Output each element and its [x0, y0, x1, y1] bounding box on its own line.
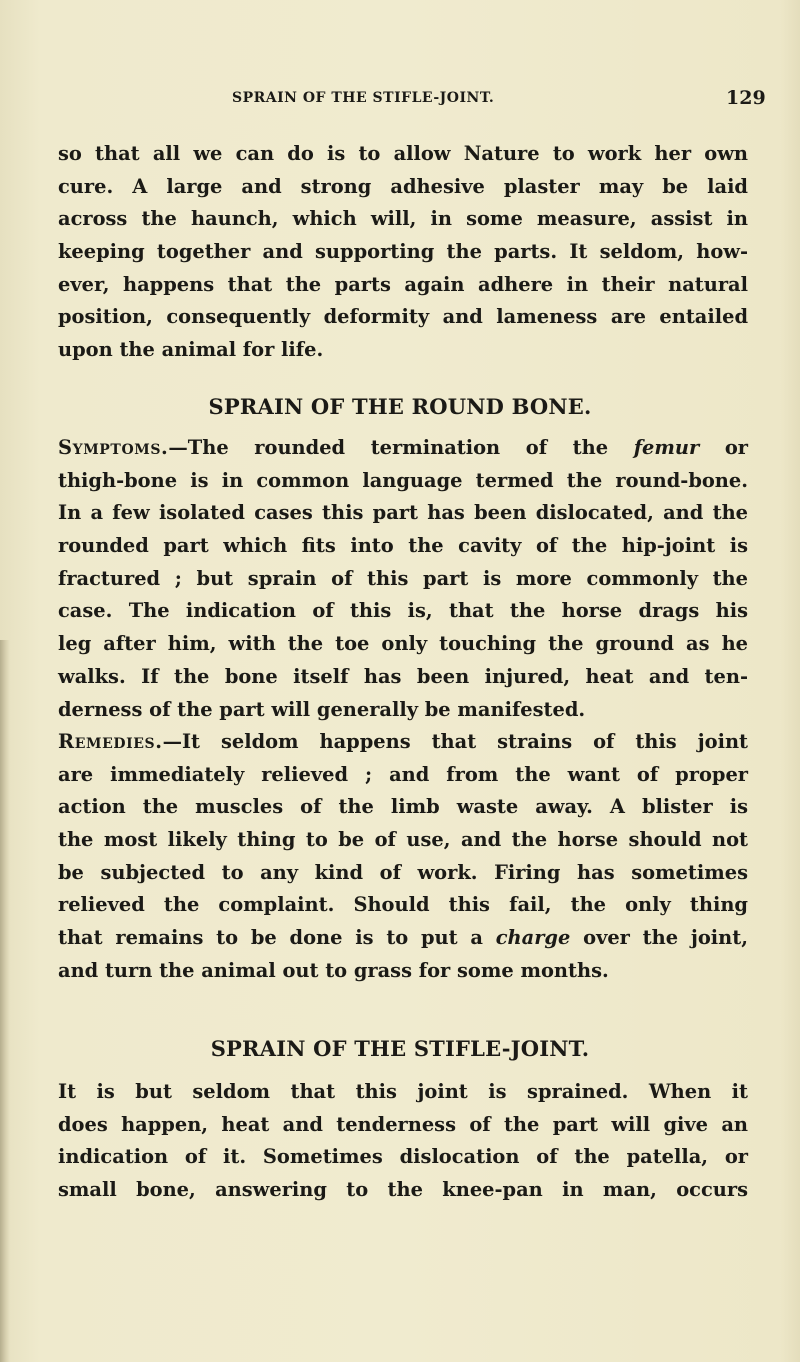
text-line: Symptoms.—The rounded termination of the femur or	[58, 436, 748, 459]
running-head	[0, 87, 800, 112]
text-line: relieved the complaint. Should this fail, the only thing	[58, 893, 748, 917]
section-heading-round-bone: SPRAIN OF THE ROUND BONE.	[208, 394, 592, 419]
text-line: the most likely thing to be of use, and the horse should not	[58, 828, 748, 852]
text-line: Remedies.—It seldom happens that strains of this joint	[58, 730, 748, 753]
text-line: does happen, heat and tenderness of the part will give an	[58, 1112, 748, 1136]
text-line: fractured ; but sprain of this part is more commonly the	[58, 566, 748, 590]
text-line: and turn the animal out to grass for some months.	[58, 958, 609, 982]
text-line: that remains to be done is to put a charge over the joint,	[58, 926, 748, 950]
symptoms-label: Symptoms.	[58, 436, 169, 459]
text-line: leg after him, with the toe only touching the ground as he	[58, 632, 748, 656]
text-line: case. The indication of this is, that the horse drags his	[58, 599, 748, 623]
emphasis-charge: charge	[495, 926, 571, 950]
emphasis-femur: femur	[633, 436, 700, 459]
text-line: walks. If the bone itself has been injured, heat and ten-	[58, 664, 748, 688]
text-line: position, consequently deformity and lameness are entailed	[58, 305, 748, 329]
text-line: ever, happens that the parts again adhere in their natural	[58, 272, 748, 296]
page-gutter-shadow	[0, 640, 10, 1362]
text-line: It is but seldom that this joint is sprained. When it	[58, 1080, 748, 1103]
text-line: keeping together and supporting the parts. It seldom, how-	[58, 240, 748, 264]
continuation-paragraph	[58, 138, 748, 367]
text-line: so that all we can do is to allow Nature to work her own	[58, 142, 748, 165]
remedies-label: Remedies.	[58, 730, 163, 753]
running-title: SPRAIN OF THE STIFLE-JOINT.	[232, 90, 495, 106]
text-line: are immediately relieved ; and from the want of proper	[58, 762, 748, 786]
text-line: In a few isolated cases this part has been dislocated, and the	[58, 501, 748, 525]
text-line: upon the animal for life.	[58, 338, 324, 362]
stifle-joint-paragraph	[58, 1076, 748, 1207]
section-heading-stifle-joint: SPRAIN OF THE STIFLE-JOINT.	[210, 1036, 590, 1061]
text-line: across the haunch, which will, in some measure, assist in	[58, 207, 748, 231]
page-number: 129	[726, 87, 766, 109]
text-line: be subjected to any kind of work. Firing has sometimes	[58, 860, 748, 884]
text-line: thigh-bone is in common language termed the round-bone.	[58, 468, 748, 492]
text-line: derness of the part will generally be manifested.	[58, 697, 586, 721]
symptoms-paragraph	[58, 432, 748, 726]
text-line: indication of it. Sometimes dislocation of the patella, or	[58, 1145, 748, 1169]
remedies-paragraph	[58, 726, 748, 988]
text-line: action the muscles of the limb waste away. A blister is	[58, 795, 748, 819]
text-line: rounded part which fits into the cavity of the hip-joint is	[58, 534, 748, 558]
text-line: cure. A large and strong adhesive plaster may be laid	[58, 174, 748, 198]
text-line: small bone, answering to the knee-pan in man, occurs	[58, 1178, 748, 1202]
